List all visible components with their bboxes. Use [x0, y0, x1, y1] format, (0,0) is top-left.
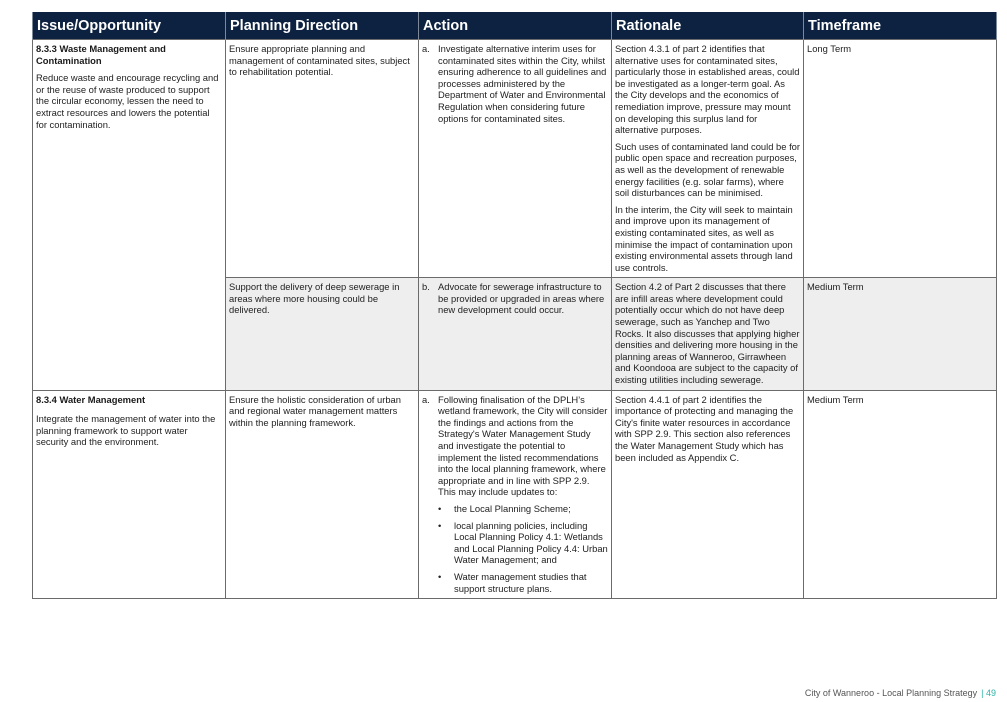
bullet-icon: • [438, 570, 442, 582]
table-row [33, 40, 997, 278]
direction-text: Support the delivery of deep sewerage in areas where more housing could be delivered. [229, 281, 400, 316]
header-planning-direction: Planning Direction [226, 12, 419, 40]
page-footer [600, 688, 996, 698]
list-item-text: Water management studies that support structure plans. [454, 570, 587, 594]
action-text: Following finalisation of the DPLH’s wetland framework, the City will consider the findings and actions from the Strategy's Water Management Study and investigate the potential to implement the listed recommendations into the local planning framework, where appropriate and in line with SPP 2.9. This may include updates to: [438, 393, 608, 498]
direction-cell [226, 278, 419, 390]
action-cell [419, 278, 612, 390]
issue-cell-waste [33, 40, 226, 391]
action-label: b. [422, 281, 430, 293]
action-cell [419, 390, 612, 599]
rationale-cell [612, 390, 804, 599]
issue-title: 8.3.4 Water Management [36, 393, 146, 405]
direction-text: Ensure the holistic consideration of urban and regional water management matters within the planning framework. [229, 393, 401, 428]
timeframe-cell [804, 390, 997, 599]
footer-document-title: City of Wanneroo - Local Planning Strategy [804, 688, 978, 698]
list-item [438, 571, 608, 594]
rationale-paragraph: Section 4.2 of Part 2 discusses that there are infill areas where development could potentially occur which do not have deep sewerage, such as Yanchep and Two Rocks. It also discusses that applying higher densities and delivering more housing in the planning areas of Wanneroo, Girrawheen and Koondooa are subject to the capacity of existing utilities including sewerage. [615, 281, 800, 386]
issue-title: 8.3.3 Waste Management and Contamination [36, 43, 166, 66]
issue-cell-water [33, 390, 226, 599]
bullet-icon: • [438, 502, 442, 514]
header-action: Action [419, 12, 612, 40]
list-item [438, 520, 608, 566]
direction-text: Ensure appropriate planning and management of contaminated sites, subject to rehabilitation potential. [229, 43, 410, 78]
rationale-cell [612, 278, 804, 390]
rationale-paragraph: Such uses of contaminated land could be for public open space and recreation purposes, as well as the development of renewable energy facilities (e.g. solar farms), where soil disturbances can be minimised. [615, 140, 801, 199]
direction-cell [226, 390, 419, 599]
bullet-icon: • [438, 519, 442, 531]
table-header-row [33, 12, 997, 40]
header-timeframe: Timeframe [804, 12, 997, 40]
rationale-paragraph: Section 4.4.1 of part 2 identifies the importance of protecting and managing the City's finite water resources in accordance with SPP 2.9. This section also references the Water Management Study which has been included as Appendix C. [615, 393, 794, 463]
rationale-cell [612, 40, 804, 278]
action-label: a. [422, 43, 430, 54]
issue-description: Reduce waste and encourage recycling and or the reuse of waste produced to support the circular economy, lessen the need to extract resources and lowers the potential for contamination. [36, 72, 219, 130]
rationale-paragraph: Section 4.3.1 of part 2 identifies that alternative uses for contaminated sites, particularly those in established areas, could be investigated as a longer-term goal. As the City develops and the economics of remediation improve, pressure may mount on developing this surplus land for alternative purposes. [615, 43, 800, 136]
action-text: Investigate alternative interim uses for contaminated sites within the City, whilst ensuring adherence to all guidelines and processes administered by the Department of Water and Environmental Regulation when considering future options for contaminated sites. [438, 43, 607, 124]
list-item [438, 503, 608, 515]
planning-table [32, 12, 997, 599]
list-item-text: local planning policies, including Local Planning Policy 4.1: Wetlands and Local Planning Policy 4.4: Urban Water Management; and [454, 519, 608, 566]
table-row [33, 390, 997, 599]
issue-description: Integrate the management of water into the planning framework to support water security and the environment. [36, 413, 216, 448]
action-cell [419, 40, 612, 278]
action-bullet-list [422, 503, 608, 594]
direction-cell [226, 40, 419, 278]
header-issue: Issue/Opportunity [33, 12, 226, 40]
timeframe-cell [804, 278, 997, 390]
timeframe-text: Long Term [807, 43, 852, 54]
header-rationale: Rationale [612, 12, 804, 40]
timeframe-text: Medium Term [807, 281, 864, 293]
rationale-paragraph: In the interim, the City will seek to maintain and improve upon its management of existing contaminated sites, as well as minimise the impact of contamination upon existing environmental assets through land use controls. [615, 203, 793, 273]
timeframe-text: Medium Term [807, 393, 864, 405]
list-item-text: the Local Planning Scheme; [454, 502, 571, 514]
timeframe-cell [804, 40, 997, 278]
page-number: | 49 [981, 688, 996, 698]
action-text: Advocate for sewerage infrastructure to be provided or upgraded in areas where new development could occur. [438, 281, 605, 316]
action-label: a. [422, 393, 430, 405]
